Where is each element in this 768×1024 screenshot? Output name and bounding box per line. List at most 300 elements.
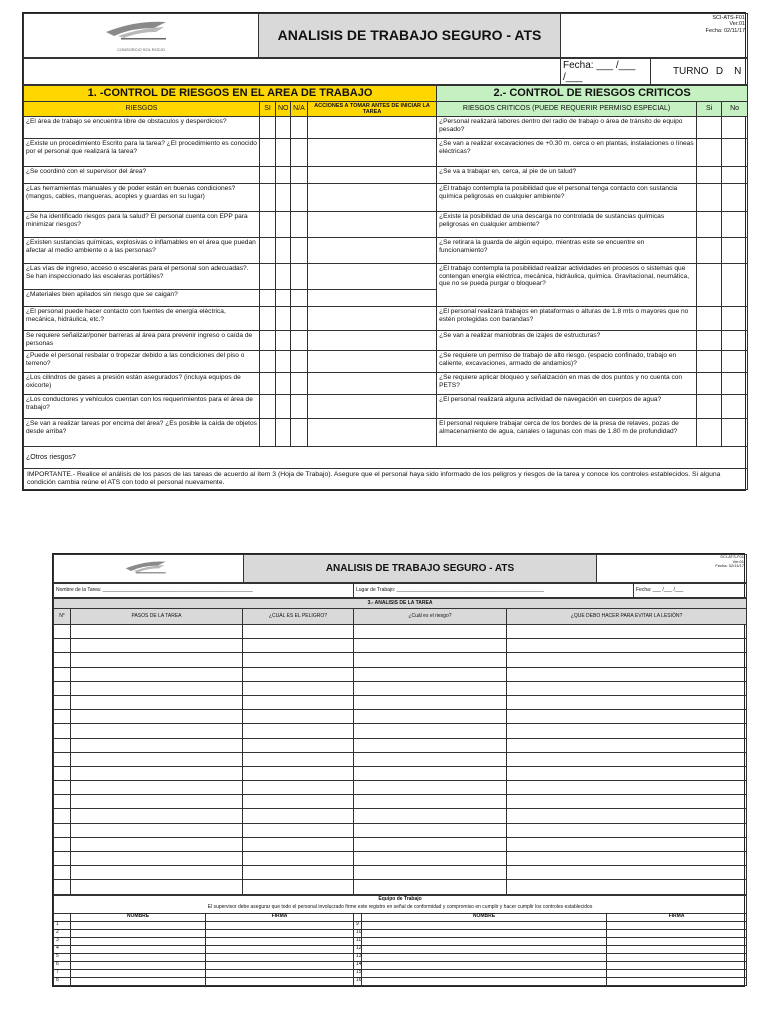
check-si-2[interactable]: [697, 238, 722, 264]
check-na[interactable]: [291, 290, 308, 307]
company-logo: [24, 14, 259, 58]
nombre-field[interactable]: [71, 945, 206, 953]
step-number: [54, 866, 71, 880]
step-number: [54, 724, 71, 738]
riesgo-field[interactable]: [354, 766, 507, 780]
firma-field[interactable]: [206, 945, 354, 953]
control-field[interactable]: [507, 710, 747, 724]
acciones-field[interactable]: [308, 395, 437, 419]
check-si-2[interactable]: [697, 395, 722, 419]
riesgo-question: ¿Se van a realizar tareas por encima del área? ¿Es posible la caída de objetos desde arriba?: [24, 419, 260, 447]
riesgo-question: ¿Se ha identificado riesgos para la salud? El personal cuenta con EPP para minimizar riesgos?: [24, 212, 260, 238]
check-na[interactable]: [291, 419, 308, 447]
check-no[interactable]: [276, 139, 291, 167]
peligro-field[interactable]: [243, 681, 354, 695]
step-field[interactable]: [71, 823, 243, 837]
check-no-2[interactable]: [722, 373, 748, 395]
lugar-label: Lugar de Trabajo:: [356, 586, 396, 593]
check-no[interactable]: [276, 238, 291, 264]
nombre-field[interactable]: [362, 937, 607, 945]
acciones-field[interactable]: [308, 264, 437, 290]
nombre-field[interactable]: [362, 977, 607, 985]
team-blank-2: [354, 913, 362, 921]
analysis-row: [54, 866, 747, 880]
nombre-field[interactable]: [362, 953, 607, 961]
col-si-2: Si: [697, 101, 722, 117]
riesgo-critico-question: ¿Se requiere un permiso de trabajo de alto riesgo. (espacio confinado, trabajo en caliente, excavaciones, armado de andamios)?: [437, 351, 697, 373]
check-no-2[interactable]: [722, 264, 748, 307]
col-riesgos: RIESGOS: [24, 101, 260, 117]
logo-graphic: [96, 18, 186, 48]
step-field[interactable]: [71, 738, 243, 752]
importante-note: IMPORTANTE.- Realice el análisis de los pasos de las tareas de acuerdo al ítem 3 (Hoja de Trabajo). Asegure que el personal haya sido informado de los peligros y riesgos de la tarea y conoce los controles establecidos. Si alguna condición cambia reúne el ATS con todo el personal nuevamente.: [24, 469, 748, 490]
lugar-field[interactable]: Lugar de Trabajo: _____________________________________________________: [354, 584, 634, 598]
analysis-row: [54, 880, 747, 894]
check-na[interactable]: [291, 373, 308, 395]
nombre-field[interactable]: [71, 921, 206, 929]
nombre-field[interactable]: [71, 969, 206, 977]
acciones-field[interactable]: [308, 331, 437, 351]
peligro-field[interactable]: [243, 724, 354, 738]
col-lesion: ¿QUE DEBO HACER PARA EVITAR LA LESIÓN?: [507, 609, 747, 625]
fecha-field[interactable]: Fecha: ___ /___ /___: [561, 59, 651, 85]
step-field[interactable]: [71, 710, 243, 724]
control-field[interactable]: [507, 837, 747, 851]
risk-row: [24, 167, 748, 184]
riesgo-field[interactable]: [354, 852, 507, 866]
team-row: [54, 969, 747, 977]
riesgo-question: ¿Los cilindros de gases a presión están asegurados? (incluya equipos de oxicorte): [24, 373, 260, 395]
step-field[interactable]: [71, 625, 243, 639]
check-si-2[interactable]: [697, 264, 722, 307]
analysis-title: 3.- ANALISIS DE LA TAREA: [54, 599, 747, 609]
team-row: [54, 929, 747, 937]
nombre-field[interactable]: [71, 961, 206, 969]
firma-field[interactable]: [206, 961, 354, 969]
riesgo-question: ¿El personal puede hacer contacto con fuentes de energía eléctrica, mecánica, hidráulica, etc.?: [24, 307, 260, 331]
control-field[interactable]: [507, 653, 747, 667]
section2-title: 2.- CONTROL DE RIESGOS CRITICOS: [437, 86, 748, 102]
step-field[interactable]: [71, 852, 243, 866]
check-na[interactable]: [291, 307, 308, 331]
check-si[interactable]: [260, 264, 276, 290]
team-number: 13: [354, 953, 362, 961]
team-number: 9: [354, 921, 362, 929]
check-si[interactable]: [260, 331, 276, 351]
team-row: [54, 937, 747, 945]
nombre-field[interactable]: [362, 969, 607, 977]
peligro-field[interactable]: [243, 866, 354, 880]
check-no[interactable]: [276, 351, 291, 373]
check-no[interactable]: [276, 264, 291, 290]
analysis-row: [54, 667, 747, 681]
check-no-2[interactable]: [722, 351, 748, 373]
control-field[interactable]: [507, 866, 747, 880]
col-na: N/A: [291, 101, 308, 117]
step-field[interactable]: [71, 667, 243, 681]
step-field[interactable]: [71, 681, 243, 695]
step-field[interactable]: [71, 752, 243, 766]
firma-field[interactable]: [206, 953, 354, 961]
control-field[interactable]: [507, 625, 747, 639]
step-number: [54, 852, 71, 866]
col-peligro: ¿CUÁL ES EL PELIGRO?: [243, 609, 354, 625]
risk-row: [24, 373, 748, 395]
peligro-field[interactable]: [243, 852, 354, 866]
nombre-field[interactable]: [71, 977, 206, 985]
riesgo-critico-question: ¿Se van a realizar maniobras de izajes de estructuras?: [437, 331, 697, 351]
peligro-field[interactable]: [243, 837, 354, 851]
check-na[interactable]: [291, 331, 308, 351]
page2-version: Ver.01: [732, 558, 744, 564]
control-field[interactable]: [507, 724, 747, 738]
step-field[interactable]: [71, 781, 243, 795]
control-field[interactable]: [507, 752, 747, 766]
page2-title: ANALISIS DE TRABAJO SEGURO - ATS: [244, 555, 597, 583]
team-number: 12: [354, 945, 362, 953]
firma-field[interactable]: [607, 969, 747, 977]
acciones-field[interactable]: [308, 307, 437, 331]
team-number: 3: [54, 937, 71, 945]
peligro-field[interactable]: [243, 823, 354, 837]
riesgo-field[interactable]: [354, 681, 507, 695]
control-field[interactable]: [507, 809, 747, 823]
riesgo-field[interactable]: [354, 823, 507, 837]
peligro-field[interactable]: [243, 795, 354, 809]
check-no-2[interactable]: [722, 184, 748, 212]
riesgo-question: ¿Puede el personal resbalar o tropezar debido a las condiciones del piso o terreno?: [24, 351, 260, 373]
step-field[interactable]: [71, 809, 243, 823]
col-firma-right: FIRMA: [607, 913, 747, 921]
check-na[interactable]: [291, 238, 308, 264]
peligro-field[interactable]: [243, 695, 354, 709]
check-si-2[interactable]: [697, 331, 722, 351]
check-na[interactable]: [291, 117, 308, 139]
risk-row: [24, 331, 748, 351]
analysis-row: [54, 653, 747, 667]
step-field[interactable]: [71, 866, 243, 880]
riesgo-field[interactable]: [354, 695, 507, 709]
check-si[interactable]: [260, 167, 276, 184]
turno-label: TURNO: [651, 59, 711, 85]
ats-form-page-2: [52, 553, 745, 987]
firma-field[interactable]: [206, 969, 354, 977]
step-number: [54, 752, 71, 766]
col-no-2: No: [722, 101, 748, 117]
nombre-field[interactable]: [362, 961, 607, 969]
firma-field[interactable]: [607, 937, 747, 945]
control-field[interactable]: [507, 781, 747, 795]
acciones-field[interactable]: [308, 238, 437, 264]
firma-field[interactable]: [607, 945, 747, 953]
nombre-field[interactable]: [71, 953, 206, 961]
step-field[interactable]: [71, 795, 243, 809]
check-si[interactable]: [260, 117, 276, 139]
check-na[interactable]: [291, 212, 308, 238]
check-no[interactable]: [276, 117, 291, 139]
check-si-2[interactable]: [697, 373, 722, 395]
team-number: 10: [354, 929, 362, 937]
team-number: 15: [354, 969, 362, 977]
peligro-field[interactable]: [243, 781, 354, 795]
check-si-2[interactable]: [697, 167, 722, 184]
analysis-row: [54, 766, 747, 780]
check-si[interactable]: [260, 307, 276, 331]
team-number: 4: [54, 945, 71, 953]
acciones-field[interactable]: [308, 373, 437, 395]
riesgo-field[interactable]: [354, 866, 507, 880]
control-field[interactable]: [507, 823, 747, 837]
peligro-field[interactable]: [243, 625, 354, 639]
nombre-field[interactable]: [362, 921, 607, 929]
riesgo-field[interactable]: [354, 837, 507, 851]
peligro-field[interactable]: [243, 752, 354, 766]
col-n: N°: [54, 609, 71, 625]
riesgo-question: ¿El área de trabajo se encuentra libre de obstaculos y desperdicios?: [24, 117, 260, 139]
analysis-row: [54, 823, 747, 837]
logo-text: CONSORCIO SOL ROCIO: [117, 47, 165, 53]
risk-row: [24, 307, 748, 331]
check-no[interactable]: [276, 290, 291, 307]
analysis-row: [54, 639, 747, 653]
col-no: NO: [276, 101, 291, 117]
step-number: [54, 795, 71, 809]
peligro-field[interactable]: [243, 667, 354, 681]
riesgo-field[interactable]: [354, 809, 507, 823]
control-field[interactable]: [507, 639, 747, 653]
firma-field[interactable]: [206, 929, 354, 937]
check-si-2[interactable]: [697, 212, 722, 238]
riesgo-field[interactable]: [354, 653, 507, 667]
check-si-2[interactable]: [697, 351, 722, 373]
control-field[interactable]: [507, 766, 747, 780]
check-no[interactable]: [276, 395, 291, 419]
peligro-field[interactable]: [243, 653, 354, 667]
firma-field[interactable]: [607, 977, 747, 985]
risk-row: [24, 264, 748, 290]
check-no[interactable]: [276, 373, 291, 395]
riesgo-critico-question: ¿Se va a trabajar en, cerca, al pie de un talud?: [437, 167, 697, 184]
analysis-row: [54, 710, 747, 724]
page2-date: Fecha: 02/11/17: [715, 563, 744, 569]
check-no-2[interactable]: [722, 238, 748, 264]
step-number: [54, 837, 71, 851]
riesgo-critico-question: ¿Se retirara la guarda de algún equipo, mientras este se encuentre en funcionamiento?: [437, 238, 697, 264]
analysis-row: [54, 681, 747, 695]
control-field[interactable]: [507, 738, 747, 752]
check-si-2[interactable]: [697, 307, 722, 331]
check-si[interactable]: [260, 290, 276, 307]
check-si[interactable]: [260, 139, 276, 167]
nombre-field[interactable]: [71, 937, 206, 945]
riesgo-field[interactable]: [354, 795, 507, 809]
analysis-row: [54, 837, 747, 851]
analysis-row: [54, 724, 747, 738]
control-field[interactable]: [507, 681, 747, 695]
riesgo-critico-question: ¿Se van a realizar excavaciones de +0.30 m. cerca o en plantas, instalaciones o líneas eléctricas?: [437, 139, 697, 167]
firma-field[interactable]: [607, 961, 747, 969]
check-na[interactable]: [291, 395, 308, 419]
fecha-field-2[interactable]: Fecha: ___ /___ /___: [634, 584, 747, 598]
step-number: [54, 880, 71, 894]
step-field[interactable]: [71, 724, 243, 738]
step-field[interactable]: [71, 639, 243, 653]
acciones-field[interactable]: [308, 212, 437, 238]
control-field[interactable]: [507, 667, 747, 681]
check-no-2[interactable]: [722, 167, 748, 184]
firma-field[interactable]: [206, 977, 354, 985]
page2-meta: [597, 555, 747, 583]
check-si[interactable]: [260, 373, 276, 395]
step-field[interactable]: [71, 766, 243, 780]
check-no-2[interactable]: [722, 139, 748, 167]
team-row: [54, 953, 747, 961]
acciones-field[interactable]: [308, 139, 437, 167]
check-no[interactable]: [276, 331, 291, 351]
riesgo-critico-question: ¿El personal realizará trabajos en plataformas o alturas de 1.8 mts o mayores que no estén protegidas con barandas?: [437, 307, 697, 331]
team-number: 2: [54, 929, 71, 937]
check-no[interactable]: [276, 212, 291, 238]
riesgo-field[interactable]: [354, 880, 507, 894]
acciones-field[interactable]: [308, 117, 437, 139]
col-acciones: ACCIONES A TOMAR ANTES DE INICIAR LA TAREA: [308, 101, 437, 117]
peligro-field[interactable]: [243, 880, 354, 894]
check-si[interactable]: [260, 238, 276, 264]
team-row: [54, 977, 747, 985]
firma-field[interactable]: [206, 921, 354, 929]
turno-n[interactable]: N: [729, 59, 748, 85]
risk-row: [24, 212, 748, 238]
peligro-field[interactable]: [243, 809, 354, 823]
riesgo-field[interactable]: [354, 667, 507, 681]
check-si[interactable]: [260, 184, 276, 212]
firma-field[interactable]: [607, 929, 747, 937]
nombre-field[interactable]: [362, 945, 607, 953]
peligro-field[interactable]: [243, 639, 354, 653]
check-si-2[interactable]: [697, 184, 722, 212]
control-field[interactable]: [507, 852, 747, 866]
check-na[interactable]: [291, 264, 308, 290]
acciones-field[interactable]: [308, 184, 437, 212]
turno-d[interactable]: D: [711, 59, 729, 85]
riesgo-field[interactable]: [354, 625, 507, 639]
step-number: [54, 681, 71, 695]
step-number: [54, 695, 71, 709]
check-no[interactable]: [276, 167, 291, 184]
acciones-field[interactable]: [308, 167, 437, 184]
control-field[interactable]: [507, 880, 747, 894]
check-si-2[interactable]: [697, 139, 722, 167]
peligro-field[interactable]: [243, 710, 354, 724]
step-number: [54, 809, 71, 823]
team-row: [54, 961, 747, 969]
riesgo-question: ¿Materiales bien apilados sin riesgo que se caigan?: [24, 290, 260, 307]
analysis-row: [54, 795, 747, 809]
team-number: 11: [354, 937, 362, 945]
nombre-tarea-label: Nombre de la Tarea:: [56, 586, 102, 593]
acciones-field[interactable]: [308, 290, 437, 307]
riesgo-field[interactable]: [354, 781, 507, 795]
check-no-2[interactable]: [722, 419, 748, 447]
check-na[interactable]: [291, 351, 308, 373]
check-no[interactable]: [276, 184, 291, 212]
ats-form-page-1: [22, 12, 746, 491]
peligro-field[interactable]: [243, 766, 354, 780]
logo-graphic-2: [119, 559, 179, 579]
check-no-2[interactable]: [722, 212, 748, 238]
riesgo-field[interactable]: [354, 710, 507, 724]
firma-field[interactable]: [607, 921, 747, 929]
fecha-turno-row: [23, 58, 748, 85]
check-no[interactable]: [276, 307, 291, 331]
check-si[interactable]: [260, 419, 276, 447]
step-field[interactable]: [71, 880, 243, 894]
check-si-2[interactable]: [697, 117, 722, 139]
check-na[interactable]: [291, 167, 308, 184]
team-number: 6: [54, 961, 71, 969]
analysis-row: [54, 625, 747, 639]
riesgo-question: ¿Los conductores y vehículos cuentan con los requerimientos para el área de trabajo?: [24, 395, 260, 419]
nombre-tarea-field[interactable]: Nombre de la Tarea: ______________________________________________________: [54, 584, 354, 598]
riesgo-field[interactable]: [354, 724, 507, 738]
acciones-field[interactable]: [308, 351, 437, 373]
check-si[interactable]: [260, 351, 276, 373]
check-si[interactable]: [260, 395, 276, 419]
check-no-2[interactable]: [722, 331, 748, 351]
check-si[interactable]: [260, 212, 276, 238]
doc-meta: [561, 14, 748, 58]
control-field[interactable]: [507, 695, 747, 709]
control-field[interactable]: [507, 795, 747, 809]
analysis-row: [54, 809, 747, 823]
firma-field[interactable]: [607, 953, 747, 961]
otros-riesgos[interactable]: ¿Otros riesgos?: [24, 447, 748, 469]
check-no-2[interactable]: [722, 307, 748, 331]
step-field[interactable]: [71, 695, 243, 709]
riesgo-field[interactable]: [354, 738, 507, 752]
check-no-2[interactable]: [722, 117, 748, 139]
step-field[interactable]: [71, 653, 243, 667]
col-pasos: PASOS DE LA TAREA: [71, 609, 243, 625]
col-riesgo: ¿Cuál es el riesgo?: [354, 609, 507, 625]
col-nombre-right: NOMBRE: [362, 913, 607, 921]
check-no[interactable]: [276, 419, 291, 447]
step-number: [54, 667, 71, 681]
header-table: [23, 13, 748, 58]
acciones-field[interactable]: [308, 419, 437, 447]
check-no-2[interactable]: [722, 395, 748, 419]
analysis-row: [54, 852, 747, 866]
riesgo-field[interactable]: [354, 639, 507, 653]
step-field[interactable]: [71, 837, 243, 851]
peligro-field[interactable]: [243, 738, 354, 752]
analysis-row: [54, 781, 747, 795]
nombre-field[interactable]: [71, 929, 206, 937]
check-na[interactable]: [291, 139, 308, 167]
check-na[interactable]: [291, 184, 308, 212]
doc-date: Fecha: 02/11/17: [705, 27, 745, 34]
team-row: [54, 921, 747, 929]
risk-row: [24, 184, 748, 212]
riesgo-field[interactable]: [354, 752, 507, 766]
nombre-field[interactable]: [362, 929, 607, 937]
step-number: [54, 738, 71, 752]
analysis-table: [53, 598, 747, 895]
check-si-2[interactable]: [697, 419, 722, 447]
firma-field[interactable]: [206, 937, 354, 945]
step-number: [54, 781, 71, 795]
riesgo-critico-question: El personal requiere trabajar cerca de los bordes de la presa de relaves, pozas de almacenamiento de agua, canales o lagunas con mas de 1.80 m de profundidad?: [437, 419, 697, 447]
